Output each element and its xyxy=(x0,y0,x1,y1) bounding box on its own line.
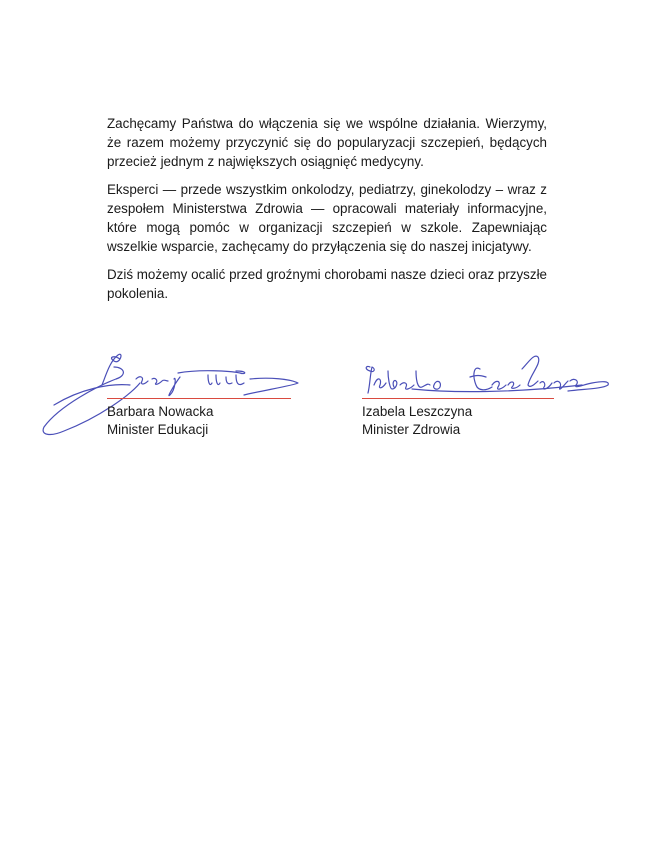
signature-line xyxy=(362,398,554,399)
signature-block-education-minister xyxy=(40,345,300,445)
signer-name: Izabela Leszczyna xyxy=(362,404,473,419)
paragraph-closing: Dziś możemy ocalić przed groźnymi chorobami nasze dzieci oraz przyszłe pokolenia. xyxy=(107,267,547,301)
letter-body xyxy=(107,114,547,312)
signer-role: Minister Edukacji xyxy=(107,422,209,437)
signature-block-health-minister xyxy=(352,345,612,445)
paragraph-invitation: Zachęcamy Państwa do włączenia się we wspólne działania. Wierzymy, że razem możemy przyczynić się do popularyzacji szczepień, będących przecież jednym z największych osiągnięć medycyny. xyxy=(107,116,547,169)
paragraph-experts: Eksperci — przede wszystkim onkolodzy, pediatrzy, ginekolodzy – wraz z zespołem Ministerstwa Zdrowia — opracowali materiały informacyjne, które mogą pomóc w organizacji szczepień w szkole. Zapewniając wszelkie wsparcie, zachęcamy do przyłączenia się do naszej inicjatywy. xyxy=(107,182,547,254)
signer-role: Minister Zdrowia xyxy=(362,422,461,437)
signature-line xyxy=(107,398,291,399)
signer-name: Barbara Nowacka xyxy=(107,404,214,419)
